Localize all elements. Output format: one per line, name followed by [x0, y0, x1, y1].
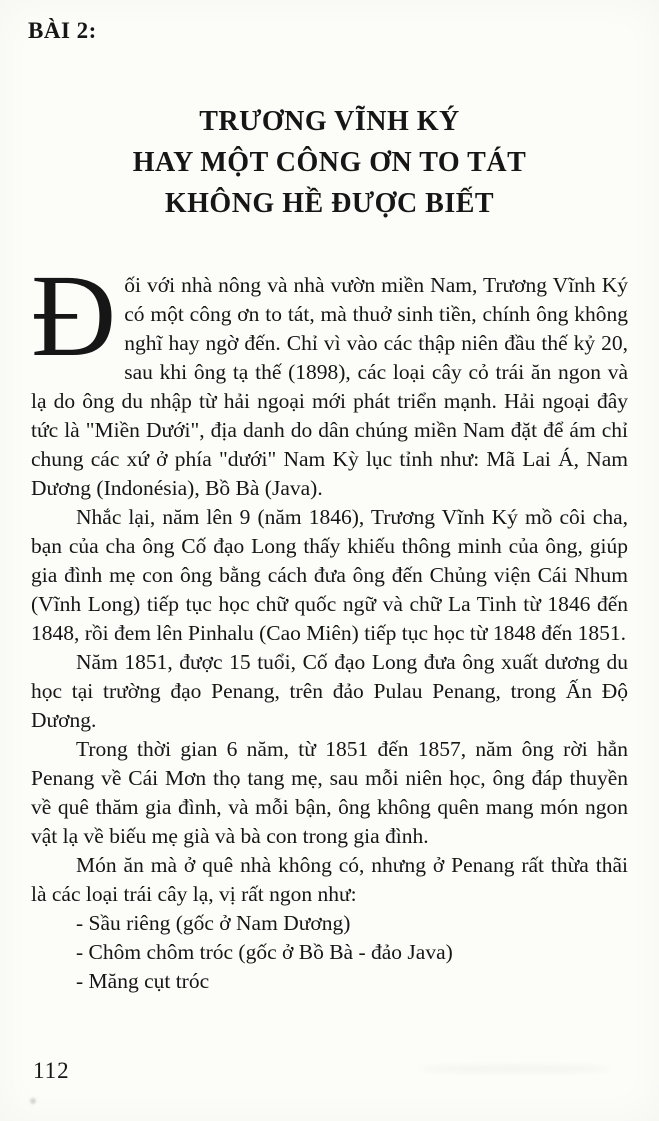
scan-speck	[30, 1098, 36, 1104]
body-text	[31, 250, 628, 996]
page-title	[0, 101, 659, 224]
scan-smudge	[420, 1065, 610, 1073]
paragraph: Nhắc lại, năm lên 9 (năm 1846), Trương Vĩnh Ký mồ côi cha, bạn của cha ông Cố đạo Long thấy khiếu thông minh của ông, giúp gia đình mẹ con ông bằng cách đưa ông đến Chủng viện Cái Nhum (Vĩnh Long) tiếp tục học chữ quốc ngữ và chữ La Tinh từ 1846 đến 1848, rồi đem lên Pinhalu (Cao Miên) tiếp tục học từ 1848 đến 1851.	[31, 505, 628, 645]
page-number: 112	[33, 1058, 70, 1083]
title-line-3: KHÔNG HỀ ĐƯỢC BIẾT	[164, 188, 495, 219]
title-line-2: HAY MỘT CÔNG ƠN TO TÁT	[132, 147, 527, 178]
paragraph-first	[31, 250, 628, 503]
title-line-1: TRƯƠNG VĨNH KÝ	[199, 106, 460, 137]
list-item: - Măng cụt tróc	[76, 969, 210, 993]
lesson-label: BÀI 2:	[28, 18, 97, 43]
paragraph: Năm 1851, được 15 tuổi, Cố đạo Long đưa ông xuất dương du học tại trường đạo Penang, trên đảo Pulau Penang, trong Ấn Độ Dương.	[31, 650, 628, 732]
paragraph: Trong thời gian 6 năm, từ 1851 đến 1857, năm ông rời hẳn Penang về Cái Mơn thọ tang mẹ, sau mỗi niên học, ông đáp thuyền về quê thăm gia đình, và mỗi bận, ông không quên mang món ngon vật lạ về biếu mẹ già và bà con trong gia đình.	[31, 737, 628, 848]
paragraph: Món ăn mà ở quê nhà không có, nhưng ở Penang rất thừa thãi là các loại trái cây lạ, vị rất ngon như:	[31, 853, 628, 906]
list-item: - Chôm chôm tróc (gốc ở Bồ Bà - đảo Java)	[76, 940, 453, 964]
dropcap-letter: Đ	[31, 250, 115, 381]
paragraph-first-text: ối với nhà nông và nhà vườn miền Nam, Trương Vĩnh Ký có một công ơn to tát, mà thuở sinh tiền, chính ông không nghĩ hay ngờ đến. Chỉ vì vào các thập niên đầu thế kỷ 20, sau khi ông tạ thế (1898), các loại cây cỏ trái ăn ngon và lạ do ông du nhập từ hải ngoại mới phát triển mạnh. Hải ngoại đây tức là "Miền Dưới", địa danh do dân chúng miền Nam đặt để ám chỉ chung các xứ ở phía "dưới" Nam Kỳ lục tỉnh như: Mã Lai Á, Nam Dương (Indonésia), Bồ Bà (Java).	[31, 273, 628, 500]
list-item: - Sầu riêng (gốc ở Nam Dương)	[76, 911, 351, 935]
